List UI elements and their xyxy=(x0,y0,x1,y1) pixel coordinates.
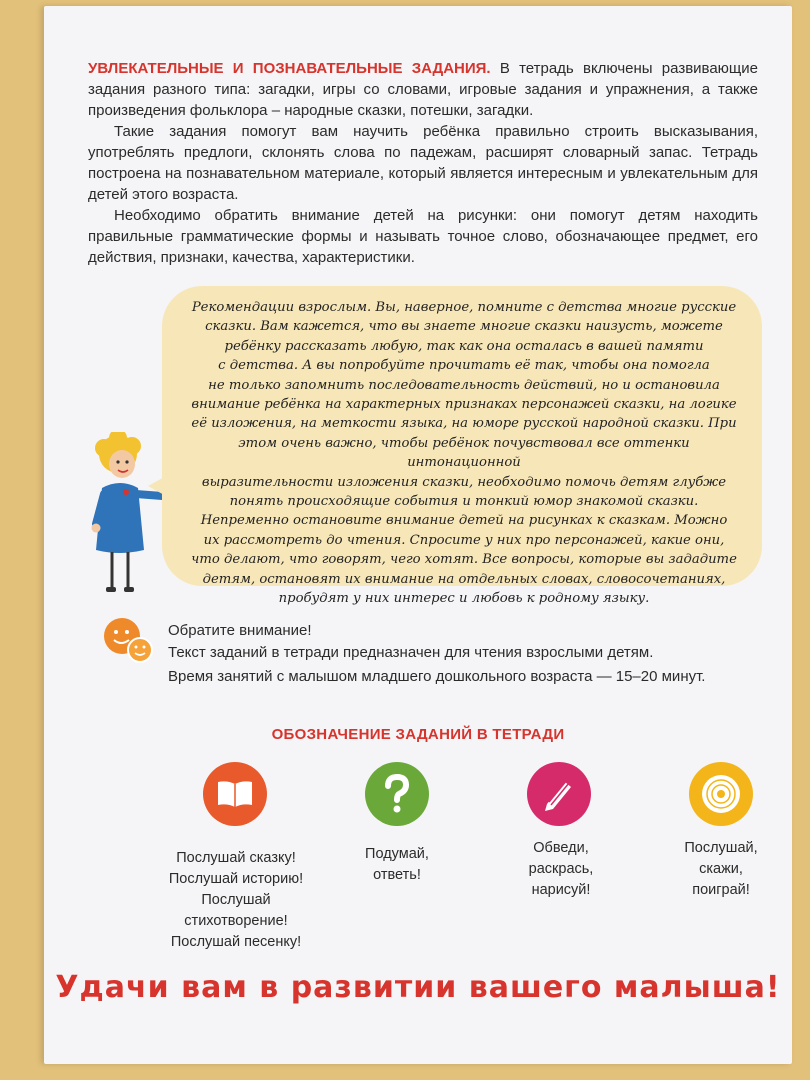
intro-heading: УВЛЕКАТЕЛЬНЫЕ И ПОЗНАВАТЕЛЬНЫЕ ЗАДАНИЯ. xyxy=(88,60,491,77)
task-think-answer xyxy=(312,762,482,826)
recommendation-text: Рекомендации взрослым. Вы, наверное, помните с детства многие русские сказки. Вам кажется, что вы знаете многие сказки наизусть, можете ребёнку рассказать любую, так как она осталась в вашей памяти с детства. А вы попробуйте прочитать её так, чтобы она помогла не только запомнить последовательность действий, но и остановила внимание ребёнка на характерных признаках персонажей сказки, на логике её изложения, на меткости языка, на юморе русской народной сказки. При этом очень важно, чтобы ребёнок почувствовал все оттенки интонационной выразительности изложения сказки, необходимо помочь детям глубже понять происходящие события и тонкий юмор знакомой сказки. Непременно остановите внимание детей на рисунках к сказкам. Можно их рассмотреть до чтения. Спросите у них про персонажей, какие они, что делают, что говорят, чего хотят. Все вопросы, которые вы зададите детям, остановят их внимание на отдельных словах, словосочетаниях, пробудят у них интерес и любовь к родному языку. xyxy=(191,300,737,607)
speech-tail xyxy=(148,476,166,496)
attention-note: Обратите внимание! Текст заданий в тетради предназначен для чтения взрослыми детям. Время занятий с малышом младшего дошкольного возраста — 15–20 минут. xyxy=(168,622,706,685)
pencil-icon xyxy=(527,762,591,826)
question-icon xyxy=(365,762,429,826)
task-draw-label: Обведи, раскрась, нарисуй! xyxy=(528,840,594,898)
task-listen-play-label: Послушай, скажи, поиграй! xyxy=(684,840,758,898)
disc-icon xyxy=(689,762,753,826)
intro-paragraph-2: Такие задания помогут вам научить ребёнка правильно строить высказывания, употреблять предлоги, склонять слова по падежам, расширят словарный запас. Тетрадь построена на познавательном материале, который является интересным и увлекательным для детей этого возраста. xyxy=(88,123,758,203)
smiley-faces-icon xyxy=(100,614,156,666)
intro-paragraph-3: Необходимо обратить внимание детей на рисунки: они помогут детям находить правильные грамматические формы и называть точное слово, обозначающее предмет, его действия, признаки, качества, характеристики. xyxy=(88,207,758,266)
footer-slogan: Удачи вам в развитии вашего малыша! xyxy=(55,970,781,1005)
task-draw xyxy=(474,762,644,826)
intro-text xyxy=(88,58,758,268)
book-icon xyxy=(203,762,267,826)
intro-paragraph-1: УВЛЕКАТЕЛЬНЫЕ И ПОЗНАВАТЕЛЬНЫЕ ЗАДАНИЯ. В тетрадь включены развивающие задания разного типа: загадки, игры со словами, игровые задания и упражнения, а также произведения фольклора – народные сказки, потешки, загадки. xyxy=(88,60,758,119)
legend-title: ОБОЗНАЧЕНИЕ ЗАДАНИЙ В ТЕТРАДИ xyxy=(271,726,565,743)
task-listen-story xyxy=(150,762,320,826)
workbook-page xyxy=(44,6,792,1064)
task-listen-play xyxy=(636,762,792,826)
task-think-answer-label: Подумай, ответь! xyxy=(365,846,429,883)
task-listen-story-label: Послушай сказку! Послушай историю! Послушай стихотворение! Послушай песенку! xyxy=(168,850,304,950)
